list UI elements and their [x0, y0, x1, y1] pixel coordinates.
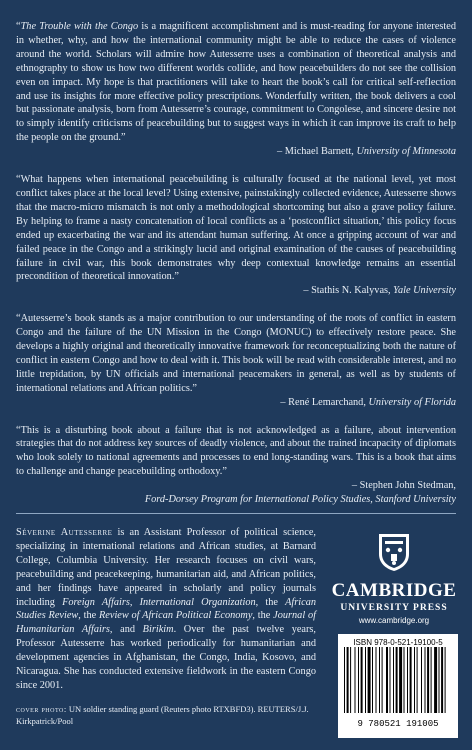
barcode-bar: [425, 647, 426, 713]
quote-stedman: “This is a disturbing book about a failure that is not acknowledged as a failure, about intervention strategies that do not address key sources of deadly violence, and about the trained incapacity of diplomats who look solely to national agreements and processes to end long-standing wars. This is a book that aims to challenge and change peacebuilding orthodoxy.”: [16, 424, 456, 478]
quote-attribution: [16, 145, 456, 159]
isbn-text: ISBN 978-0-521-19100-5: [353, 638, 443, 647]
barcode-bar: [368, 647, 371, 713]
barcode-bar: [376, 647, 377, 713]
quote-lemarchand: “Autesserre’s book stands as a major contribution to our understanding of the roots of conflict in eastern Congo and the failure of the UN Mission in the Congo (MONUC) to effectively restore peace. She develops a highly original and theoretically innovative framework for reconceptualizing both the nature of conflict in eastern Congo and how to deal with it. This book will be read with considerable interest, and no little trepidation, by UN officials and international peacemakers in general, as well as by students of international relations and African politics.”: [16, 313, 456, 394]
publisher-name: CAMBRIDGE: [331, 580, 457, 601]
author-bio: Séverine Autesserre is an Assistant Professor of political science, specializing in international relations and African studies, at Barnard College, Columbia University. Her research focuses on civil wars, peacebuilding and peacekeeping, humanitarian aid, and African politics, and her findings have appeared in scholarly and policy journals including Foreign Affairs, International Organization, the African Studies Review, the Review of African Political Economy, the Journal of Humanitarian Affairs, and Birikim. Over the past twelve years, Professor Autesserre has worked periodically for humanitarian and development agencies in Afghanistan, the Congo, India, Kosovo, and Nicaragua. She has conducted extensive fieldwork in the eastern Congo since 2001.: [16, 527, 316, 691]
barcode-bar: [379, 647, 380, 713]
quote-author: – Stathis N. Kalyvas,: [303, 285, 394, 297]
publisher-logo: [330, 532, 458, 625]
barcode-bar: [417, 647, 418, 713]
barcode-bar: [404, 647, 405, 713]
barcode-bar: [358, 647, 359, 713]
cover-photo-credit: [16, 703, 316, 727]
barcode-bar: [382, 647, 383, 713]
barcode-bar: [393, 647, 394, 713]
barcode-bar: [347, 647, 349, 713]
publisher-subtitle: UNIVERSITY PRESS: [340, 603, 448, 613]
barcode-bar: [361, 647, 363, 713]
quote-affiliation: University of Florida: [368, 396, 456, 408]
author-name: Séverine Autesserre: [16, 527, 113, 538]
barcode-icon: [342, 647, 454, 713]
barcode-bar: [439, 647, 440, 713]
quote-author: – Stephen John Stedman,: [351, 480, 456, 492]
barcode-bar: [414, 647, 415, 713]
barcode-bar: [441, 647, 443, 713]
barcode-bar: [350, 647, 351, 713]
university-crest-icon: [377, 532, 411, 572]
barcode-bar: [407, 647, 408, 713]
quote-affiliation: University of Minnesota: [356, 146, 456, 158]
publisher-url: www.cambridge.org: [358, 616, 430, 625]
barcode-bar: [372, 647, 373, 713]
barcode-digits: 9 780521 191005: [357, 719, 439, 729]
isbn-barcode: [338, 634, 458, 738]
barcode-bar: [427, 647, 429, 713]
quote-text: is a magnificent accomplishment and is must-reading for anyone interested in whether, why, and how the international community might be able to reduce the cases of violence around the world. Scholars will admire how Autesserre uses a combination of theoretical analysis and ethnography to show us how two different worlds collide, and how peacebuilders do not see the collision even on impact. My hope is that practitioners will take to heart the book’s call for critical self-reflection and use its insights for more effective policy prescriptions. Wonderfully written, the book delivers a cool but passionate analysis, born from Autesserre’s courage, commitment to Congolese, and sincere desire not to simply identify criticisms of peacebuilding but to suggest ways in which it can improve its craft to help the people on the ground.”: [16, 21, 457, 144]
barcode-bar: [355, 647, 356, 713]
barcode-bar: [431, 647, 432, 713]
quote-attribution: [16, 284, 456, 298]
barcode-bar: [445, 647, 446, 713]
quote-attribution: [16, 396, 456, 410]
barcode-bar: [390, 647, 391, 713]
barcode-bar: [344, 647, 345, 713]
divider: [16, 513, 456, 514]
barcode-bar: [365, 647, 366, 713]
quote-affiliation: Yale University: [393, 285, 456, 297]
quote-barnett: “The Trouble with the Congo is a magnificent accomplishment and is must-reading for anyone interested in whether, why, and how the international community might be able to reduce the cases of violence around the world. Scholars will admire how Autesserre uses a combination of theoretical analysis and ethnography to show us how two different worlds collide, and how peacebuilders do not see the collision even on impact. My hope is that practitioners will take to heart the book’s call for critical self-reflection and use its insights for more effective policy prescriptions. Wonderfully written, the book delivers a cool but passionate analysis, born from Autesserre’s courage, commitment to Congolese, and sincere desire not to simply identify criticisms of peacebuilding but to suggest ways in which it can improve its craft to help the people on the ground.”: [16, 21, 457, 144]
quote-author: – Michael Barnett,: [276, 146, 357, 158]
barcode-bar: [386, 647, 388, 713]
quote-affiliation: Ford-Dorsey Program for International Policy Studies, Stanford University: [144, 494, 456, 506]
barcode-bar: [396, 647, 398, 713]
book-title: The Trouble with the Congo: [20, 21, 139, 32]
barcode-bar: [421, 647, 422, 713]
barcode-bar: [399, 647, 402, 713]
credit-text: UN soldier standing guard (Reuters photo RTXBFD3). REUTERS/J.J. Kirkpatrick/Pool: [16, 703, 309, 726]
barcode-bar: [434, 647, 437, 713]
quote-kalyvas: “What happens when international peacebuilding is culturally focused at the national level, yet most conflict takes place at the local level? Using extensive, painstakingly collected evidence, Autesserre shows that the macro-micro mismatch is not only a methodological shortcoming but also a grave policy failure. By helping to frame a nasty concatenation of local conflicts as a ‘postconflict situation,’ this policy focus ended up exacerbating the war and its attendant human suffering. At once a gripping account of war and failed peace in the Congo and a strikingly lucid and original examination of the causes of peacebuilding failure in civil war, this book demonstrates why deep contextual knowledge remains an essential precondition of theoretical innovation.”: [16, 174, 456, 283]
quote-author: – René Lemarchand,: [280, 396, 369, 408]
barcode-bar: [410, 647, 412, 713]
credit-label: cover photo:: [16, 703, 67, 714]
